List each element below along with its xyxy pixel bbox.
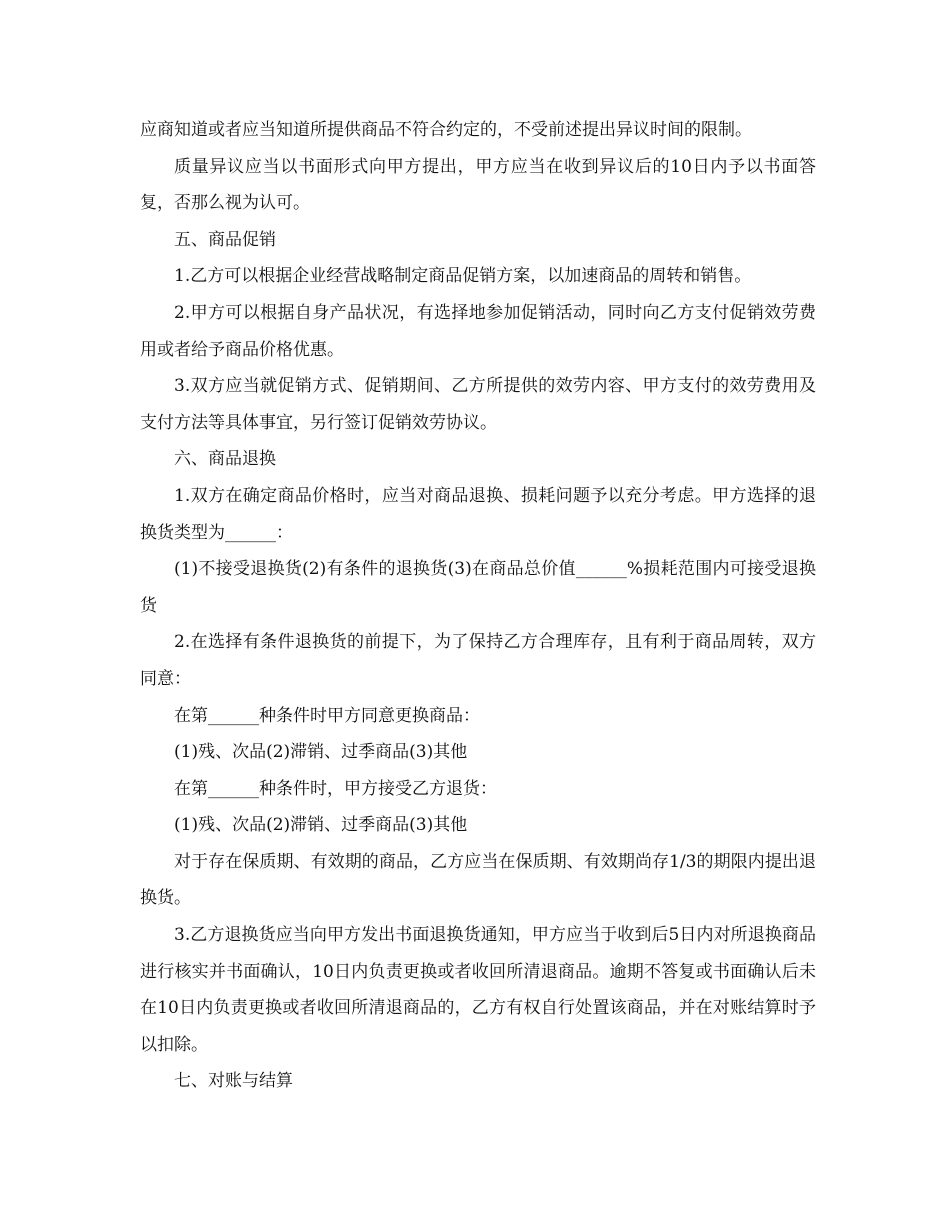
- section-heading-promotion: 五、商品促销: [174, 229, 276, 250]
- section-heading-returns: 六、商品退换: [174, 449, 276, 470]
- paragraph-exchange-options: (1)残、次品(2)滞销、过季商品(3)其他: [174, 742, 468, 763]
- paragraph-quality-objection: 质量异议应当以书面形式向甲方提出，甲方应当在收到异议后的10日内予以书面答复，否那么视为认可。: [140, 156, 816, 214]
- paragraph-returns-options: (1)不接受退换货(2)有条件的退换货(3)在商品总价值______%损耗范围内可接受退换货: [140, 559, 816, 616]
- paragraph-returns-3: 3.乙方退换货应当向甲方发出书面退换货通知，甲方应当于收到后5日内对所退换商品进行核实并书面确认，10日内负责更换或者收回所清退商品。逾期不答复或书面确认后未在10日内负责更换或者收回所清退商品的，乙方有权自行处置该商品，并在对账结算时予以扣除。: [140, 925, 816, 1055]
- paragraph-shelf-life: 对于存在保质期、有效期的商品，乙方应当在保质期、有效期尚存1/3的期限内提出退换货。: [140, 851, 816, 909]
- paragraph-promotion-3: 3.双方应当就促销方式、促销期间、乙方所提供的效劳内容、甲方支付的效劳费用及支付方法等具体事宜，另行签订促销效劳协议。: [140, 376, 816, 433]
- paragraph-exchange-condition: 在第______种条件时甲方同意更换商品：: [174, 705, 480, 726]
- document-body: [140, 112, 816, 1100]
- paragraph-return-options: (1)残、次品(2)滞销、过季商品(3)其他: [174, 815, 468, 836]
- paragraph-return-condition: 在第______种条件时，甲方接受乙方退货：: [174, 778, 497, 799]
- paragraph-returns-1: 1.双方在确定商品价格时，应当对商品退换、损耗问题予以充分考虑。甲方选择的退换货类型为______：: [140, 485, 816, 543]
- paragraph-returns-2: 2.在选择有条件退换货的前提下，为了保持乙方合理库存，且有利于商品周转，双方同意：: [140, 632, 816, 689]
- section-heading-settlement: 七、对账与结算: [174, 1071, 293, 1092]
- paragraph-objection-limit: 应商知道或者应当知道所提供商品不符合约定的，不受前述提出异议时间的限制。: [140, 120, 752, 140]
- paragraph-promotion-2: 2.甲方可以根据自身产品状况，有选择地参加促销活动，同时向乙方支付促销效劳费用或者给予商品价格优惠。: [140, 302, 816, 360]
- paragraph-promotion-1: 1.乙方可以根据企业经营战略制定商品促销方案，以加速商品的周转和销售。: [174, 266, 752, 287]
